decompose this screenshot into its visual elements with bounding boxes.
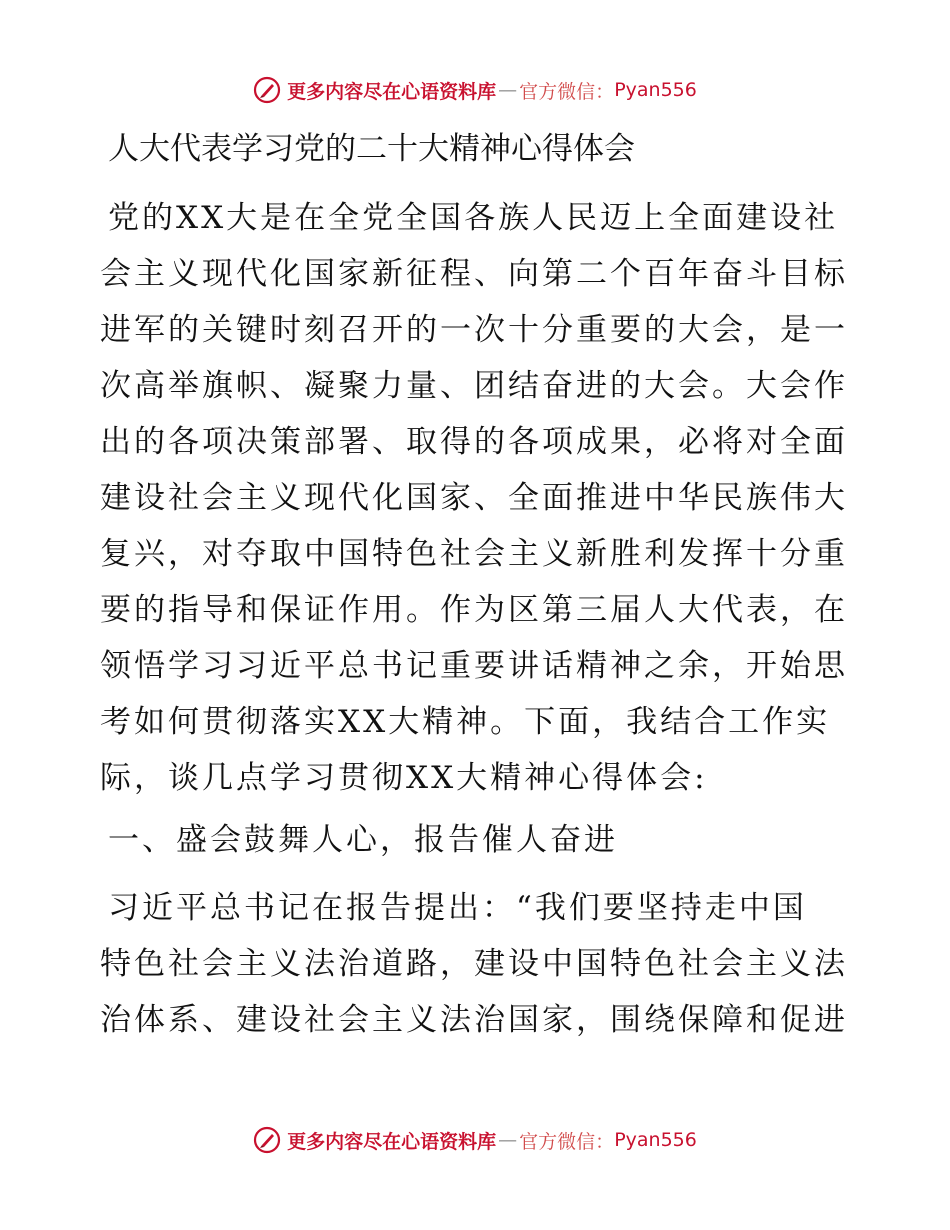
paragraph-1 <box>100 190 850 806</box>
paragraph-line: 出的各项决策部署、取得的各项成果，必将对全面 <box>100 424 848 460</box>
paragraph-line: 次高举旗帜、凝聚力量、团结奋进的大会。大会作 <box>100 368 848 404</box>
watermark-site-text: 更多内容尽在心语资料库 <box>287 80 497 103</box>
watermark-header <box>0 70 950 110</box>
paragraph-line: 建设社会主义现代化国家、全面推进中华民族伟大 <box>100 480 848 516</box>
paragraph-line: 要的指导和保证作用。作为区第三届人大代表，在 <box>100 592 848 628</box>
watermark-separator: — <box>498 79 518 101</box>
watermark-separator: — <box>498 1129 518 1151</box>
paragraph-2 <box>100 880 850 1048</box>
paragraph-line: 领悟学习习近平总书记重要讲话精神之余，开始思 <box>100 648 848 684</box>
logo-icon <box>253 76 281 104</box>
watermark-wechat-label: 官方微信： <box>519 80 615 103</box>
paragraph-line: 会主义现代化国家新征程、向第二个百年奋斗目标 <box>100 256 848 292</box>
watermark-wechat-label: 官方微信： <box>519 1130 615 1153</box>
document-body <box>100 126 850 1048</box>
watermark-wechat-id: Pyan556 <box>614 1129 697 1151</box>
paragraph-line: 习近平总书记在报告提出：“我们要坚持走中国 <box>108 890 807 926</box>
watermark-site-text: 更多内容尽在心语资料库 <box>287 1130 497 1153</box>
paragraph-line: 考如何贯彻落实XX大精神。下面，我结合工作实 <box>100 704 831 740</box>
section-heading-1: 一、盛会鼓舞人心，报告催人奋进 <box>108 822 618 858</box>
paragraph-line: 复兴，对夺取中国特色社会主义新胜利发挥十分重 <box>100 536 848 572</box>
paragraph-line: 治体系、建设社会主义法治国家，围绕保障和促进 <box>100 1002 848 1038</box>
paragraph-line: 进军的关键时刻召开的一次十分重要的大会，是一 <box>100 312 848 348</box>
watermark-footer <box>0 1120 950 1160</box>
paragraph-line: 特色社会主义法治道路，建设中国特色社会主义法 <box>100 946 848 982</box>
paragraph-line: 党的XX大是在全党全国各族人民迈上全面建设社 <box>108 200 839 236</box>
watermark-wechat-id: Pyan556 <box>614 79 697 101</box>
paragraph-line: 际，谈几点学习贯彻XX大精神心得体会: <box>100 760 708 796</box>
document-title: 人大代表学习党的二十大精神心得体会 <box>108 131 635 167</box>
logo-icon <box>253 1126 281 1154</box>
